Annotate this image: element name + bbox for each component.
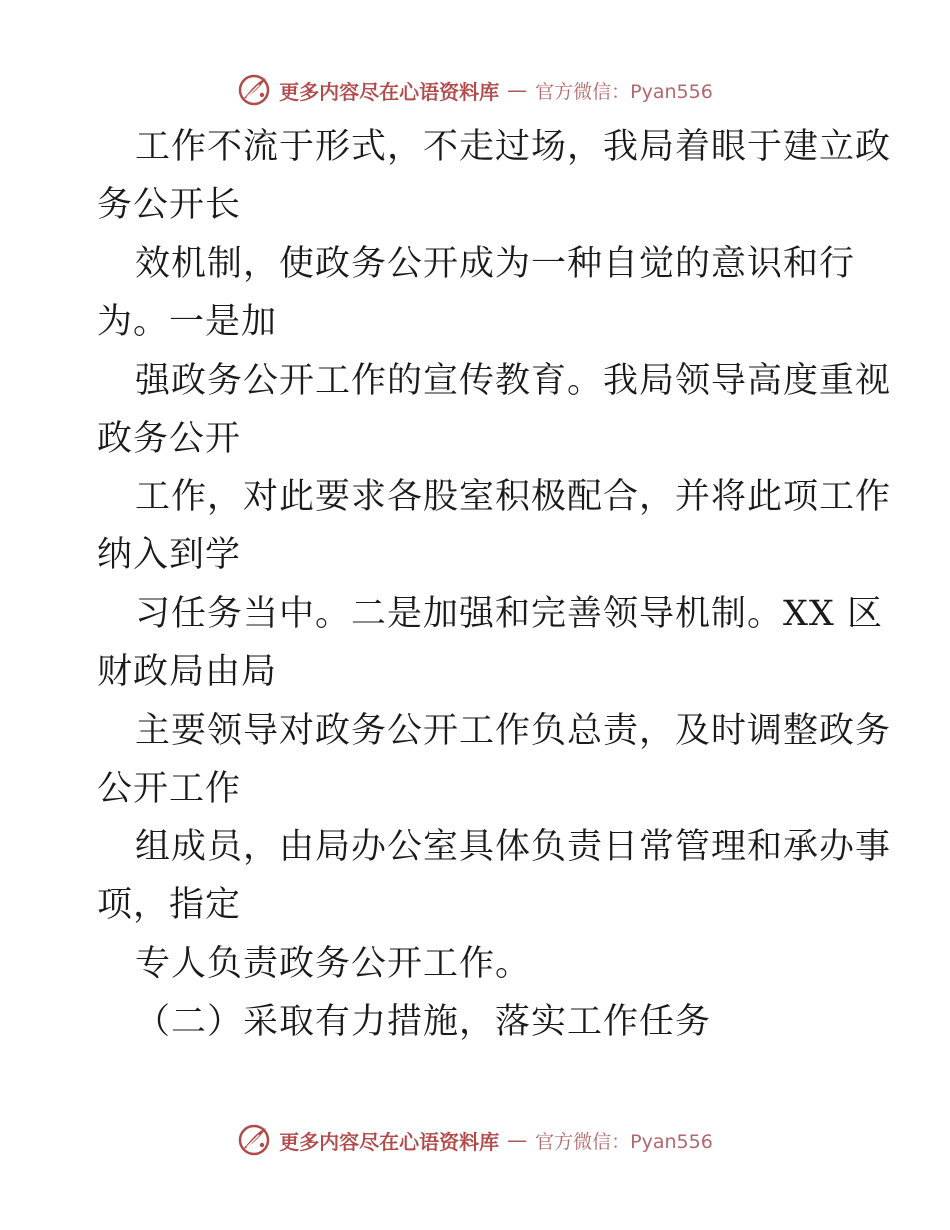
body-line: 强政务公开工作的宣传教育。我局领导高度重视 (135, 361, 892, 401)
body-line: 项，指定 (97, 885, 242, 925)
body-line: 财政局由局 (97, 652, 278, 692)
body-line: 主要领导对政务公开工作负总责，及时调整政务 (135, 711, 892, 751)
section-heading: （二）采取有力措施，落实工作任务 (135, 1002, 712, 1042)
header-separator: — (507, 78, 528, 102)
header-wechat: 官方微信：Pyan556 (535, 80, 713, 103)
footer-title: 更多内容尽在心语资料库 (279, 1129, 500, 1154)
header-banner (0, 70, 950, 110)
body-line: 习任务当中。二是加强和完善领导机制。XX 区 (135, 594, 883, 634)
body-line: 纳入到学 (97, 535, 242, 575)
body-line: 专人负责政务公开工作。 (135, 944, 532, 984)
feather-pen-logo-icon (237, 1123, 271, 1157)
body-line: 效机制，使政务公开成为一种自觉的意识和行 (135, 244, 856, 284)
body-line: 公开工作 (97, 769, 242, 809)
header-title: 更多内容尽在心语资料库 (279, 79, 500, 104)
footer-separator: — (507, 1128, 528, 1152)
feather-pen-logo-icon (237, 73, 271, 107)
body-line: 政务公开 (97, 419, 242, 459)
body-line: 务公开长 (97, 185, 242, 225)
body-line: 组成员，由局办公室具体负责日常管理和承办事 (135, 827, 892, 867)
body-line: 为。一是加 (97, 302, 278, 342)
footer-banner (0, 1120, 950, 1160)
body-line: 工作，对此要求各股室积极配合，并将此项工作 (135, 477, 892, 517)
footer-wechat: 官方微信：Pyan556 (535, 1130, 713, 1153)
body-line: 工作不流于形式，不走过场，我局着眼于建立政 (135, 127, 892, 167)
